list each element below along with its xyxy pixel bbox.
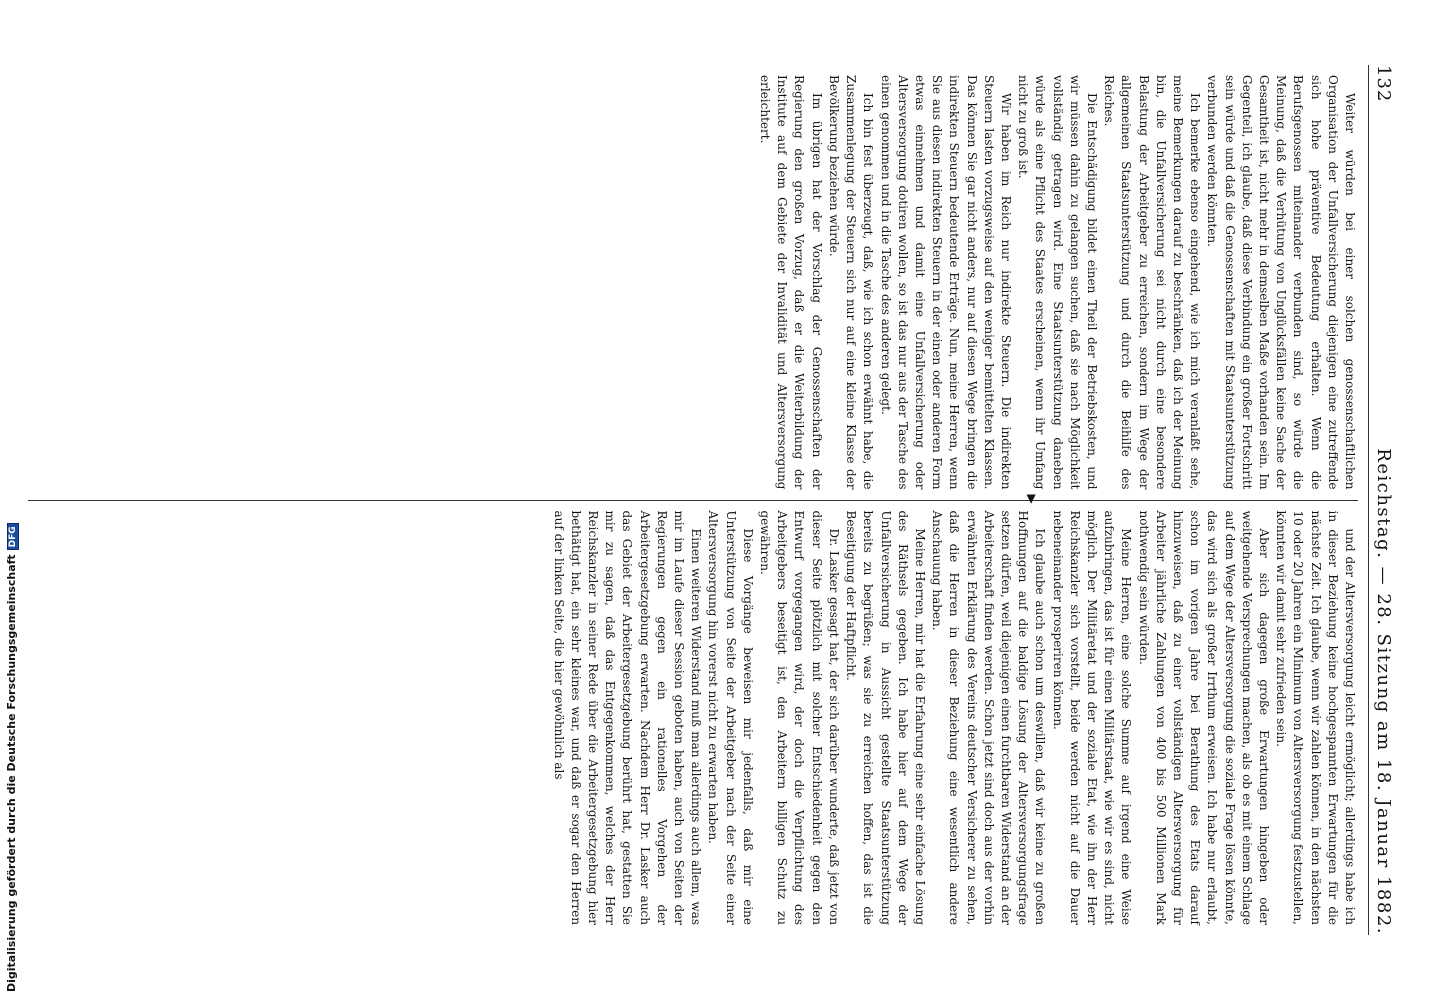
text-columns [28,65,1358,935]
paragraph: Aber sich dagegen große Erwartungen hingeben oder weitgehende Versprechungen machen, als ob es mit einem Schlage auf dem Wege der Altersversorgung die soziale Frage lösen könnte, das wird sich als großer Irrthum erweisen. Ich habe nur erlaubt, schon im vorigen Jahre bei Berathung des Etats darauf hinzuweisen, daß zu einer vollständigen Altersversorgung für Arbeiter jährliche Zahlungen von 400 bis 500 Millionen Mark nothwendig sein würden. [1136,510,1271,925]
paragraph: Meine Herren, mir hat die Erfahrung eine sehr einfache Lösung des Räthsels gegeben. Ich habe hier auf dem Wege der Unfallversicherung in Aussicht gestellte Staatsunterstützung bereits zu begrüßen; was sie zu erreichen hoffen, das ist die Beseitigung der Haftpflicht. [844,510,927,925]
sponsor-text: Digitalisierung gefördert durch die Deutsche Forschungsgemeinschaft [5,554,18,992]
paragraph: Ich bin fest überzeugt, daß, wie ich schon erwähnt habe, die Zusammenlegung der Steuern sich nur auf eine kleine Klasse der Bevölkerung beziehen würde. [826,75,876,490]
page-header [1368,65,1394,935]
paragraph: Ich glaube auch schon um deswillen, daß wir keine zu großen Hoffnungen auf die baldige Lösung der Altersversorgungsfrage setzen dürfen, weil diejenigen einen furchtbaren Widerstand an der Arbeiterschaft finden werden. Schon jetzt sind doch aus der vorhin erwähnten Erklärung des Vereins deutscher Versicherer zu sehen, daß die Herren in dieser Beziehung eine wesentlich andere Anschauung haben. [930,510,1048,925]
paragraph: und der Altersversorgung leicht ermöglicht; allerdings habe ich in dieser Beziehung keine hochgespannten Erwartungen für die nächste Zeit. Ich glaube, wenn wir zahlen können, in den nächsten 10 oder 20 Jahren ein Minimum von Altersversorgung festzustellen, könnten wir damit sehr zufrieden sein. [1274,510,1357,925]
right-column [28,501,1358,936]
paragraph: Die Entschädigung bildet einen Theil der Betriebskosten, und wir müssen dahin zu gelangen suchen, daß sie nach Möglichkeit vollständig getragen wird. Eine Staatsunterstützung daneben würde als eine Pflicht des Staates erscheinen, wenn ihr Umfang nicht zu groß ist. [1016,75,1099,490]
left-column [28,65,1358,500]
paragraph: Im übrigen hat der Vorschlag der Genossenschaften der Regierung den großen Vorzug, daß er die Weiterbildung der Institute auf dem Gebiete der Invalidität und Altersversorgung erleichtert. [758,75,824,490]
dfg-logo-icon: DFG [7,523,19,550]
page-number: 132 [1373,65,1394,103]
paragraph: Einen weiteren Widerstand muß man allerdings auch allem, was mir im Laufe dieser Session geboten haben, auch von Seiten der Regierungen gegen ein rationelles Vorgehen der Arbeitergesetzgebung erwarten. Nachdem Herr Dr. Lasker auch das Gebiet der Arbeitergesetzgebung berührt hat, gestatten Sie mir zu sagen, daß das Entgegenkommen, welches der Herr Reichskanzler in seiner Rede über die Arbeitergesetzgebung hier bethätigt hat, ein sehr kleines war, und daß er sogar den Herren auf der linken Seite, die hier gewöhnlich als [551,510,704,925]
running-title: Reichstag. — 28. Sitzung am 18. Januar 1882. [1373,448,1394,935]
paragraph: Wir haben im Reich nur indirekte Steuern. Die indirekten Steuern lasten vorzugsweise auf den weniger bemittelten Klassen. Das können Sie gar nicht anders, nur auf diesen Wege bringen die indirekten Steuern bedeutende Erträge. Nun, meine Herren, wenn Sie aus diesen indirekten Steuern in der einen oder anderen Form etwas einnehmen und damit eine Unfallversicherung oder Altersversorgung dotiren wollen, so ist das nur aus der Tasche des einen genommen und in die Tasche des anderen gelegt. [878,75,1013,490]
paragraph: Ich bemerke ebenso eingehend, wie ich mich veranlaßt sehe, meine Bemerkungen darauf zu beschränken, daß ich der Meinung bin, die Unfallversicherung sei nicht durch eine besondere Belastung der Arbeitgeber zu erreichen, sondern im Wege der allgemeinen Staatsunterstützung und durch die Beihilfe des Reiches. [1102,75,1203,490]
column-divider [28,494,1358,504]
paragraph: Dr. Lasker gesagt hat, der sich darüber wunderte, daß jetzt von dieser Seite plötzlich mit solcher Entschiedenheit gegen den Entwurf vorgegangen wird, der doch die Verpflichtung des Arbeitgebers beseitigt ist, den Arbeitern billigen Schutz zu gewähren. [758,510,841,925]
divider-arrow-icon: ▶ [1025,494,1039,504]
sponsor-note [5,526,20,992]
paragraph: Weiter würden bei einer solchen genossenschaftlichen Organisation der Unfallversicherung diejenigen eine zutreffende sich hohe präventive Bedeutung erhalten. Wenn die Berufsgenossen miteinander verbunden sind, so würde die Meinung, daß die Verhütung von Unglücksfällen keine Sache der Gesamtheit ist, nicht mehr in demselben Maße vorhanden sein. Im Gegenteil, ich glaube, daß diese Verbindung ein großer Fortschritt sein würde und daß die Genossenschaften mit Staatsunterstützung verbunden werden könnten. [1205,75,1357,490]
page-content [16,35,1416,965]
rotated-page [16,35,1416,965]
paragraph: Diese Vorgänge beweisen mir jedenfalls, daß mir eine Unterstützung von Seite der Arbeitgeber nach der Seite einer Altersversorgung hin vorerst nicht zu erwarten haben. [706,510,755,925]
paragraph: Meine Herren, eine solche Summe auf irgend eine Weise aufzubringen, das ist für einen Militärstaat, wie wir es sind, nicht möglich. Der Militäretat und der soziale Etat, wie ihn der Herr Reichskanzler sich vorstellt, beide werden nicht auf die Dauer nebeneinander prosperiren können. [1050,510,1134,925]
